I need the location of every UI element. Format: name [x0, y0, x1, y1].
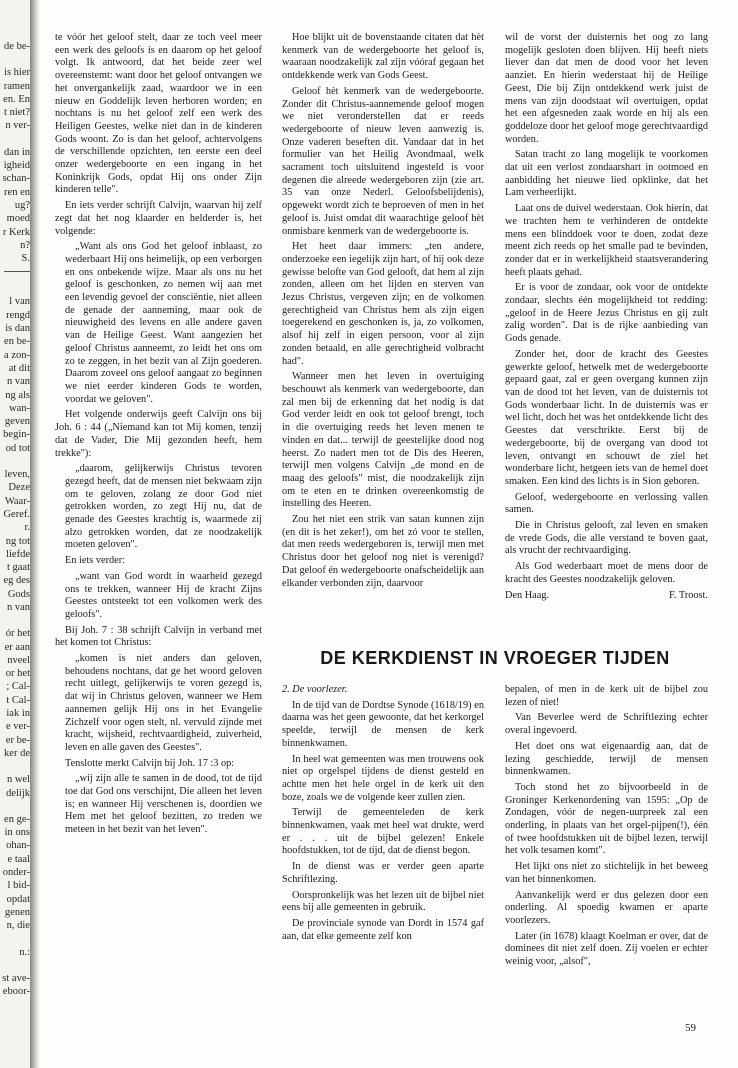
fold-fragment: l bid-: [7, 880, 30, 892]
fold-fragment: en ge-: [4, 813, 30, 825]
fold-fragment: or het: [5, 668, 30, 680]
paragraph: Later (in 1678) klaagt Koelman er over, dat de dominees dit niet zelf doen. Zij voelen er echter weinig voor, „alsof",: [505, 930, 708, 968]
fold-fragment: opdat: [6, 893, 30, 905]
fold-fragment: is hier: [4, 67, 30, 79]
section-heading: DE KERKDIENST IN VROEGER TIJDEN: [320, 648, 670, 668]
fold-fragment: n?: [20, 239, 30, 251]
fold-fragment: l van: [9, 296, 30, 308]
signature-author: F. Troost.: [669, 589, 708, 601]
fold-fragment: igheid: [3, 160, 30, 172]
previous-page-edge-text: [0, 40, 30, 998]
paragraph: Het volgende onderwijs geeft Calvijn ons bij Joh. 6 : 44 („Niemand kan tot Mij komen, tenzij dat de Vader, Die Mij gezonden heeft, hem trekke"):: [55, 409, 262, 459]
column-5: [505, 684, 708, 972]
fold-fragment: wan-: [9, 402, 30, 414]
fold-fragment: od tot: [5, 442, 30, 454]
column-3: [505, 32, 708, 602]
column-2: [282, 32, 484, 593]
fold-fragment: dan in: [4, 146, 30, 158]
paragraph: Wanneer men het leven in overtuiging beschouwt als kenmerk van wedergeboorte, dan zal men bij de erkenning dat het nodig is dat God verder leidt en ook tot geloof brengt, toch in die overtuiging reeds het leven menen te vinden en dat... terwijl de geestelijke dood nog heerst. Zo nadert men tot de Dis des Heeren, terwijl men volgens Calvijn „de mond en de maag des geloofs" mist, die noodzakelijk zijn om te eten en te drinken overeenkomstig de instelling des Heeren.: [282, 371, 484, 510]
fold-fragment: schan-: [2, 173, 30, 185]
paragraph: Hoe blijkt uit de bovenstaande citaten dat hèt kenmerk van de wedergeboorte het geloof is, waaraan noodzakelijk zal zijn vóóraf gegaan het ontdekkende werk van Gods Geest.: [282, 32, 484, 82]
fold-gap: [0, 933, 30, 946]
fold-fragment: e taal: [7, 853, 30, 865]
paragraph: Geloof, wedergeboorte en verlossing vallen samen.: [505, 491, 708, 516]
paragraph: Het doet ons wat eigenaardig aan, dat de lezing geschiedde, terwijl de mensen binnenkwamen.: [505, 740, 708, 778]
paragraph: Laat ons de duivel wederstaan. Ook hierin, dat we trachten hem te verhinderen de ontdekte mens een blinddoek voor te doen, zodat deze meent zich reeds op het smalle pad te bevinden, zonder dat er in werkelijkheid staatsverandering heeft plaats gehad.: [505, 203, 708, 278]
fold-fragment: er aan: [4, 641, 30, 653]
fold-fragment: S.: [21, 253, 30, 265]
fold-fragment: eg des: [3, 575, 30, 587]
fold-fragment: n ver-: [5, 120, 30, 132]
fold-rule: [4, 271, 30, 272]
fold-gap: [0, 282, 30, 295]
paragraph: Bij Joh. 7 : 38 schrijft Calvijn in verband met het komen tot Christus:: [55, 624, 262, 649]
fold-gap: [0, 959, 30, 972]
paragraph: Die in Christus gelooft, zal leven en smaken de vrede Gods, die alle verstand te boven gaat, als vrucht der rechtvaardiging.: [505, 520, 708, 557]
fold-fragment: Gods: [7, 588, 30, 600]
fold-fragment: at dit: [8, 362, 30, 374]
column-1: [55, 32, 262, 840]
fold-fragment: ór het: [5, 628, 30, 640]
paragraph: Het heet daar immers: „ten andere, onderzoeke een iegelijk zijn hart, of hij ook deze gewisse belofte van God gelooft, dat hem al zijn zonden, alleen om het lijden en sterven van Jezus Christus, vergeven zijn; en de volkomen gerechtigheid van Christus hem als zijn eigen toegerekend en geschonken is, ja, zo volkomen, alsof hij zelf in eigen persoon, voor al zijn zonden betaald, en alle gerechtigheid volbracht had".: [282, 241, 484, 367]
fold-fragment: eboor-: [2, 986, 30, 998]
paragraph: „wij zijn alle te samen in de dood, tot de tijd toe dat God ons verschijnt, Die alleen het leven is; en wanneer Hij verschenen is, doordien we Hem met het geloof bezitten, zo treden we meteen in het bezit van het leven".: [65, 773, 262, 836]
fold-gap: [0, 53, 30, 66]
fold-fragment: ; Cal-: [6, 681, 30, 693]
fold-fragment: n wel: [6, 774, 30, 786]
paragraph: Aanvankelijk werd er dus gelezen door een onderling. Al spoedig kwamen er aparte voorlezers.: [505, 889, 708, 926]
paragraph: Van Beverlee werd de Schriftlezing echter overal ingevoerd.: [505, 712, 708, 737]
paragraph: „want van God wordt in waarheid gezegd ons te trekken, wanneer Hij de kracht Zijns Geestes ontsteekt tot een volkomen werk des geloofs".: [65, 570, 262, 620]
fold-fragment: r.: [24, 522, 30, 534]
paragraph: Terwijl de gemeenteleden de kerk binnenkwamen, vaak met heel wat drukte, werd er . . . uit de bijbel gelezen! Enkele hoofdstukken, tot de tijd, dat de dienst begon.: [282, 807, 484, 857]
paragraph: Zou het niet een strik van satan kunnen zijn (en dit is het zeker!), om het zó voor te stellen, dat men reeds wedergeboren is, terwijl men met Christus door het geloof nog niet is verenigd? Dat geloof én wedergeboorte onafscheidelijk aan elkander verbonden zijn, daarvoor: [282, 514, 484, 589]
fold-fragment: ohan-: [6, 840, 30, 852]
fold-fragment: a zon-: [4, 349, 30, 361]
fold-fragment: t niet?: [4, 107, 30, 119]
paragraph: 2. De voorlezer.: [282, 684, 348, 695]
fold-fragment: e ver-: [6, 721, 30, 733]
fold-fragment: delijk: [6, 787, 30, 799]
fold-fragment: begin-: [3, 429, 30, 441]
fold-fragment: t Cal-: [6, 694, 30, 706]
fold-fragment: en be-: [4, 336, 30, 348]
fold-fragment: onder-: [2, 867, 30, 879]
fold-fragment: ramen: [3, 80, 30, 92]
fold-fragment: de be-: [4, 41, 30, 52]
paragraph: „daarom, gelijkerwijs Christus tevoren gezegd heeft, dat de mensen niet bekwaam zijn om te geloven, zolang ze door God niet getrokken worden, zo zegt Hij nu, dat de genade des Geestes krachtig is, waarmede zij alzo getrokken worden, dat ze noodzakelijk moeten geloven".: [65, 463, 262, 551]
fold-fragment: nveel: [7, 654, 30, 666]
fold-fragment: er be-: [5, 734, 30, 746]
fold-fragment: genen: [4, 906, 30, 918]
fold-fragment: n, die: [6, 920, 30, 932]
fold-fragment: ng als: [5, 389, 30, 401]
paragraph: bepalen, of men in de kerk uit de bijbel zou lezen of niet!: [505, 684, 708, 708]
fold-fragment: in ons: [4, 827, 30, 839]
paragraph: In heel wat gemeenten was men trouwens ook niet op orgelspel tijdens de dienst gesteld en achtte men het hele orgel in de kerk uit den boze, zoals we de volgende keer zullen zien.: [282, 753, 484, 803]
fold-fragment: iak in: [6, 708, 30, 720]
fold-fragment: ren en: [4, 186, 30, 198]
paragraph: Er is voor de zondaar, ook voor de ontdekte zondaar, slechts één mogelijkheid tot redding: „geloof in de Heere Jezus Christus en gij zult zalig worden". Dat is de rijke aanbieding van Gods genade.: [505, 282, 708, 345]
fold-fragment: is dan: [5, 323, 30, 335]
fold-gap: [0, 133, 30, 146]
paragraph: En iets verder:: [65, 555, 126, 567]
fold-fragment: n van: [6, 601, 30, 613]
paragraph: Het lijkt ons niet zo stichtelijk in het beweeg van het binnenkomen.: [505, 861, 708, 885]
fold-fragment: leven,: [4, 469, 30, 481]
fold-gap: [0, 455, 30, 468]
fold-fragment: t gaat: [6, 562, 30, 574]
fold-fragment: ug?: [14, 199, 30, 211]
fold-fragment: en. En: [3, 93, 30, 105]
paragraph: „Want als ons God het geloof inblaast, zo wederbaart Hij ons heimelijk, op een verborgen en ons onbekende wijze. Maar als ons nu het geloof is geschonken, zo nemen wij aan met een levendig gevoel der consciëntie, niet alleen de genade der aanneming, maar ook de nieuwigheid des levens en alle andere gaven van de Heilige Geest. Want aangezien het geloof Christus aanneemt, zo leidt het ons om zo te zeggen, in het bezit van al Zijn goederen. Daarom zoveel ons geloof aangaat zo beginnen we niet eerder kinderen Gods te worden, voordat we geloven".: [65, 241, 262, 405]
fold-fragment: geven: [4, 416, 30, 428]
paragraph: En iets verder schrijft Calvijn, waarvan hij zelf zegt dat het nog klaarder en helderder is, het volgende:: [55, 200, 262, 237]
fold-fragment: Deze: [8, 482, 30, 494]
paragraph: „komen is niet anders dan geloven, behoudens nochtans, dat ge het woord geloven recht uitlegt, gelijkerwijs te voren gezegd is, dat wij in Christus geloven, wanneer we Hem aannemen gelijk Hij ons in het Evangelie Zichzelf voor ogen stelt, nl. vervuld zijnde met kracht, wijsheid, rechtvaardigheid, zuiverheid, leven en alle gaven des Geestes".: [65, 653, 262, 753]
signature-line: [505, 590, 708, 603]
fold-fragment: n.:: [19, 946, 30, 958]
paragraph: Zonder het, door de kracht des Geestes gewerkte geloof, hetwelk met de wedergeboorte gepaard gaat, zal er geen overgang kunnen zijn van de dood tot het leven, van de duisternis tot Gods wonderbaar licht. In de duisternis was er wel licht, doch het was het ontdekkende licht des Geestes dat verschrikte. Eerst bij de wedergeboorte, bij de overgang van dood tot leven, ontvangt en schouwt de ziel het wonderbare licht, hetgeen iets van de hemel doet smaken. Een kind des lichts is in Sion geboren.: [505, 348, 708, 487]
paragraph: Toch stond het zo bijvoorbeeld in de Groninger Kerkenordening van 1595: „Op de Zondagen, vóór de negen-uurpreek zal een onderling, in plaats van het orgel-pijpen(!), één of twee hoofdstukken uit de bijbel lezen, terwijl het volk tesamen komt".: [505, 781, 708, 857]
column-4: [282, 684, 484, 946]
paragraph: Satan tracht zo lang mogelijk te voorkomen dat uit een verlost zondaarshart in ootmoed en aanbidding het nieuwe lied opklinke, dat het Lam verheerlijkt.: [505, 149, 708, 199]
fold-fragment: Waar-: [4, 495, 30, 507]
page-number: 59: [685, 1022, 696, 1034]
signature-place: Den Haag.: [505, 589, 550, 601]
paragraph: Als God wederbaart moet de mens door de kracht des Geestes noodzakelijk geloven.: [505, 561, 708, 585]
fold-fragment: st ave-: [2, 972, 30, 984]
paragraph: In de tijd van de Dordtse Synode (1618/19) en daarna was het geen gewoonte, dat het kerkorgel speelde, terwijl de mensen de kerk binnenkwamen.: [282, 699, 484, 749]
fold-fragment: r Kerk: [2, 226, 30, 238]
paragraph: In de dienst was er verder geen aparte Schriftlezing.: [282, 861, 484, 885]
fold-gap: [0, 800, 30, 813]
fold-fragment: n van: [6, 376, 30, 388]
fold-fragment: moed: [6, 213, 30, 225]
fold-gap: [0, 614, 30, 627]
fold-fragment: liefde: [6, 548, 30, 560]
paragraph: Geloof hèt kenmerk van de wedergeboorte. Zonder dit Christus-aannemende geloof mogen we niet veronderstellen dat er reeds wedergeboorte of nieuw leven aanwezig is. Onze vaderen beseften dit. Vandaar dat in het formulier van het Heilig Avondmaal, welk sacrament toch uitsluitend ingesteld is voor degenen die alreede wedergeboren zijn (zie art. 35 van onze Nederl. Geloofsbelijdenis), opgewekt wordt zich te beproeven of men in het geloof is. Juist omdat dit waarachtige geloof hèt onmisbare kenmerk van de wedergeboorte is.: [282, 85, 484, 237]
paragraph: De provinciale synode van Dordt in 1574 gaf aan, dat elke gemeente zelf kon: [282, 917, 484, 942]
fold-fragment: rengd: [6, 309, 30, 321]
fold-fragment: Geref.: [3, 508, 30, 520]
paragraph: Tenslotte merkt Calvijn bij Joh. 17 :3 op:: [65, 757, 235, 769]
fold-fragment: ker de: [4, 747, 30, 759]
fold-gap: [0, 760, 30, 773]
paragraph: Oorspronkelijk was het lezen uit de bijbel niet eens bij alle gemeenten in gebruik.: [282, 889, 484, 914]
binding-shadow: [30, 0, 40, 1068]
paragraph: te vóór het geloof stelt, daar ze toch veel meer een werk des geloofs is en daarom op het geloof volgt. Ik antwoord, dat het beide zeer wel overeenstemt: want door het geloof ontvangen we het onvergankelijk zaad, waardoor we in een nieuw en Goddelijk leven herboren worden; en nochtans is nu het geloof zelf een werk des Heiligen Geestes, welke niet dan in de kinderen Gods woont. Zo is dan het geloof, achtervolgens de verschillende opzichten, ten eerste een deel onzer wedergeboorte en een ingang in het Koninkrijk Gods, opdat Hij ons onder Zijn kinderen telle".: [55, 32, 262, 196]
fold-fragment: ng tot: [5, 535, 30, 547]
paragraph: wil de vorst der duisternis het oog zo lang mogelijk gesloten doen blijven. Hij heeft niets liever dan dat men de dood voor het leven aanziet. En hierin wederstaat hij de Heilige Geest, Die bij Zijn ontdekkend werk juist de mens van zijn doodstaat wil overtuigen, opdat het een afgesneden zaak worde en hij als een goddeloze door het geloof moge gerechtvaardigd worden.: [505, 32, 708, 145]
